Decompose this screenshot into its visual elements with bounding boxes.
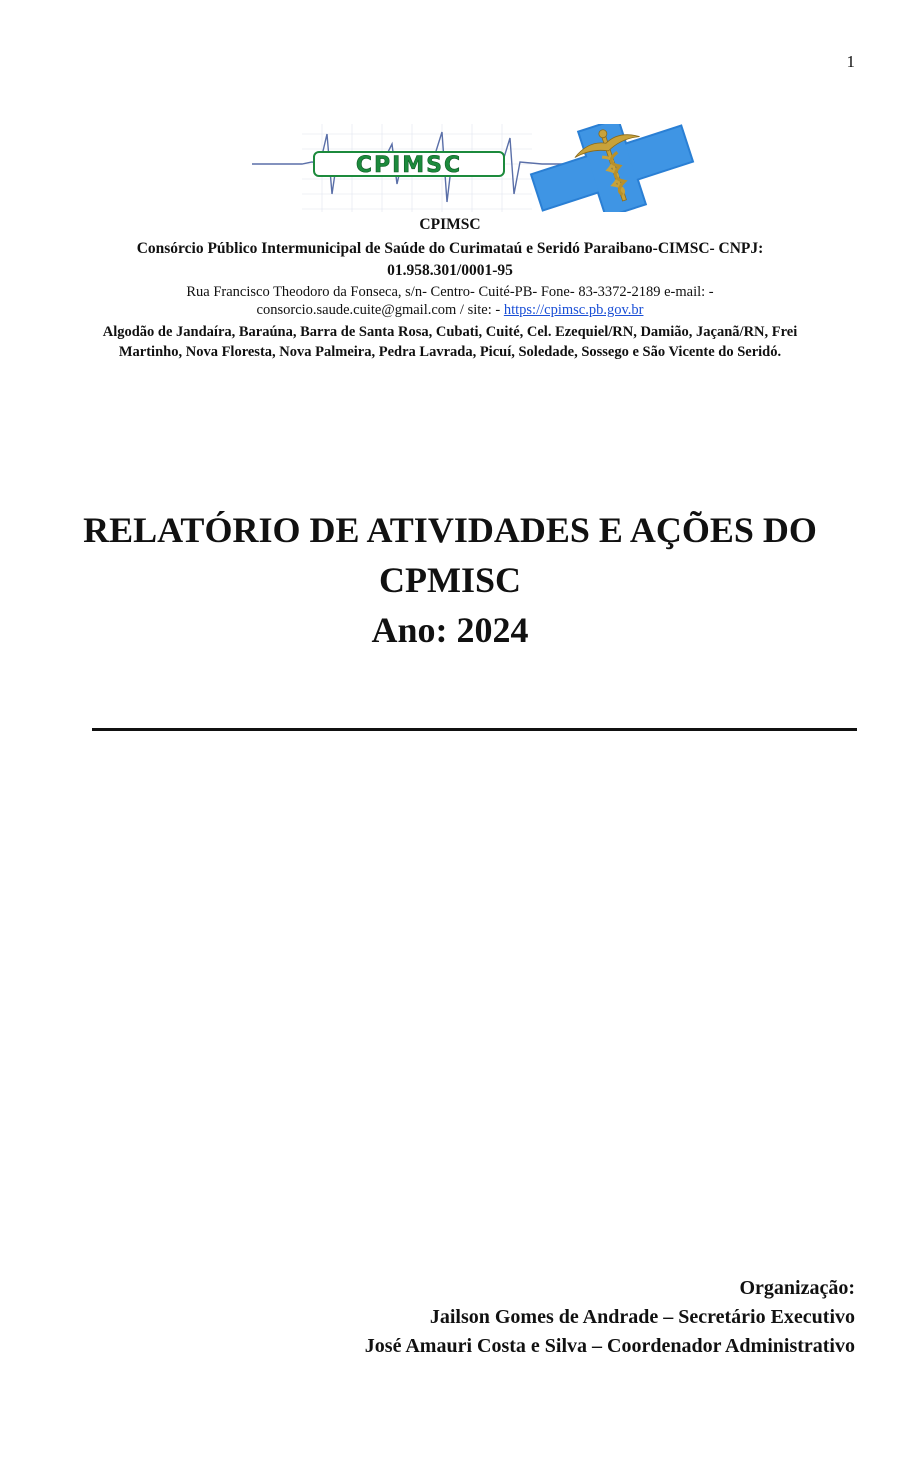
org-name (60, 238, 840, 282)
email-and-site-label: consorcio.saude.cuite@gmail.com / site: - (256, 302, 504, 318)
report-title-line-1: RELATÓRIO DE ATIVIDADES E AÇÕES DO (83, 510, 817, 550)
org-cnpj: 01.958.301/0001-95 (387, 262, 513, 279)
logo-wordmark: CPIMSC (355, 153, 463, 178)
address-line-2 (60, 301, 840, 319)
organization-signature (365, 1274, 855, 1361)
organizer-1: Jailson Gomes de Andrade – Secretário Executivo (429, 1306, 855, 1328)
horizontal-divider (92, 728, 857, 731)
municipalities-line-2: Martinho, Nova Floresta, Nova Palmeira, Pedra Lavrada, Picuí, Soledade, Sossego e São Vicente do Seridó. (118, 344, 782, 360)
org-acronym: CPIMSC (419, 216, 481, 233)
organizer-2: José Amauri Costa e Silva – Coordenador Administrativo (364, 1335, 855, 1357)
report-year: Ano: 2024 (371, 610, 529, 650)
organization-label: Organização: (739, 1277, 855, 1299)
report-title-line-2: CPMISC (379, 560, 521, 600)
report-title (60, 505, 840, 655)
org-name-line-1: Consórcio Público Intermunicipal de Saúde do Curimataú e Seridó Paraibano-CIMSC- CNPJ: (136, 240, 764, 257)
website-link[interactable]: https://cpimsc.pb.gov.br (503, 302, 644, 318)
municipalities-line-1: Algodão de Jandaíra, Baraúna, Barra de Santa Rosa, Cubati, Cuité, Cel. Ezequiel/RN, Damião, Jaçanã/RN, Frei (102, 324, 798, 340)
member-municipalities (60, 322, 840, 362)
address-line-1: Rua Francisco Theodoro da Fonseca, s/n- Centro- Cuité-PB- Fone- 83-3372-2189 e-mail: - (186, 284, 714, 300)
org-address (60, 283, 840, 319)
page-number: 1 (846, 52, 855, 71)
cpimsc-logo (242, 124, 708, 212)
